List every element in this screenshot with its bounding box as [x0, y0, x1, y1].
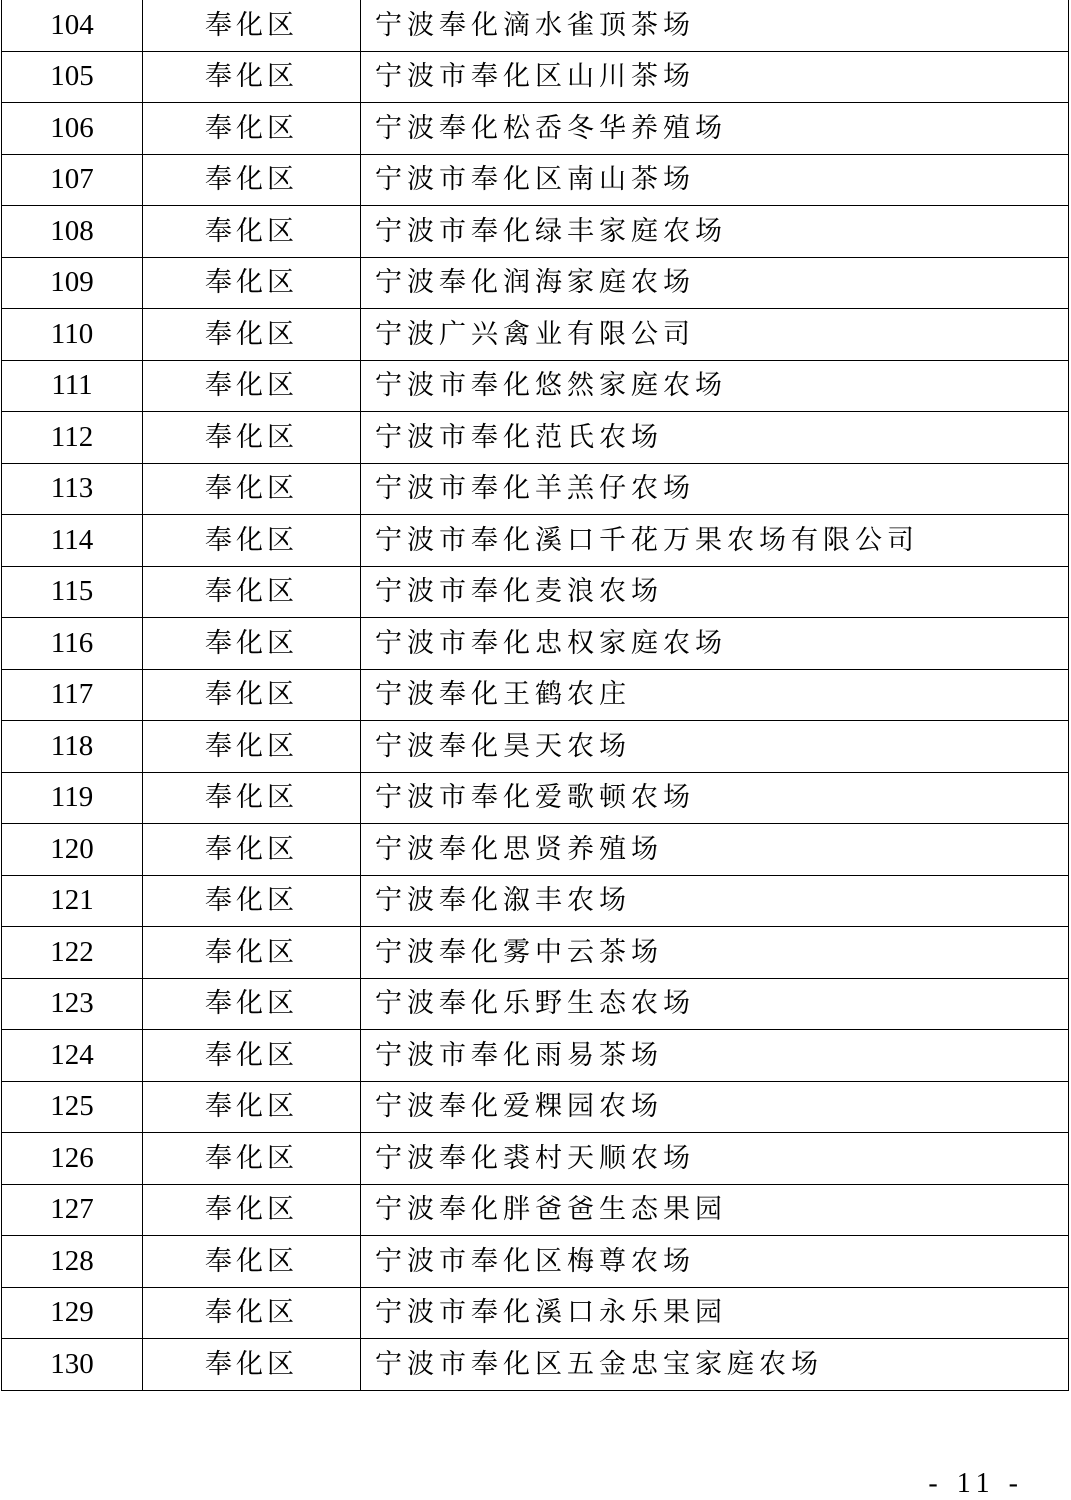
row-number-cell: 111 [2, 360, 143, 412]
district-cell: 奉化区 [143, 1339, 361, 1391]
entity-name-cell: 宁波市奉化溪口千花万果农场有限公司 [361, 515, 1069, 567]
row-number-cell: 110 [2, 309, 143, 361]
table-row [2, 0, 1069, 51]
district-cell: 奉化区 [143, 515, 361, 567]
district-cell: 奉化区 [143, 875, 361, 927]
row-number-cell: 127 [2, 1184, 143, 1236]
entity-name-cell: 宁波奉化思贤养殖场 [361, 824, 1069, 876]
district-cell: 奉化区 [143, 772, 361, 824]
row-number-cell: 107 [2, 154, 143, 206]
page-number: - 11 - [928, 1468, 1024, 1499]
entity-name-cell: 宁波市奉化范氏农场 [361, 412, 1069, 464]
district-cell: 奉化区 [143, 1184, 361, 1236]
entity-name-cell: 宁波市奉化区梅尊农场 [361, 1236, 1069, 1288]
district-cell: 奉化区 [143, 1081, 361, 1133]
farm-list-table [1, 0, 1069, 1391]
table-row [2, 206, 1069, 258]
table-row [2, 824, 1069, 876]
table-row [2, 412, 1069, 464]
district-cell: 奉化区 [143, 51, 361, 103]
table-row [2, 1030, 1069, 1082]
entity-name-cell: 宁波市奉化悠然家庭农场 [361, 360, 1069, 412]
table-row [2, 721, 1069, 773]
table-row [2, 875, 1069, 927]
district-cell: 奉化区 [143, 360, 361, 412]
table-row [2, 1184, 1069, 1236]
district-cell: 奉化区 [143, 927, 361, 979]
table-row [2, 1339, 1069, 1391]
row-number-cell: 116 [2, 618, 143, 670]
district-cell: 奉化区 [143, 103, 361, 155]
row-number-cell: 108 [2, 206, 143, 258]
row-number-cell: 123 [2, 978, 143, 1030]
table-row [2, 257, 1069, 309]
table-row [2, 772, 1069, 824]
table-row [2, 360, 1069, 412]
district-cell: 奉化区 [143, 618, 361, 670]
district-cell: 奉化区 [143, 1236, 361, 1288]
district-cell: 奉化区 [143, 721, 361, 773]
entity-name-cell: 宁波奉化乐野生态农场 [361, 978, 1069, 1030]
entity-name-cell: 宁波广兴禽业有限公司 [361, 309, 1069, 361]
district-cell: 奉化区 [143, 824, 361, 876]
entity-name-cell: 宁波奉化溆丰农场 [361, 875, 1069, 927]
row-number-cell: 129 [2, 1287, 143, 1339]
row-number-cell: 118 [2, 721, 143, 773]
district-cell: 奉化区 [143, 154, 361, 206]
row-number-cell: 115 [2, 566, 143, 618]
entity-name-cell: 宁波市奉化忠权家庭农场 [361, 618, 1069, 670]
entity-name-cell: 宁波奉化王鹤农庄 [361, 669, 1069, 721]
farm-list-table-body [2, 0, 1069, 1390]
row-number-cell: 130 [2, 1339, 143, 1391]
row-number-cell: 126 [2, 1133, 143, 1185]
district-cell: 奉化区 [143, 463, 361, 515]
row-number-cell: 124 [2, 1030, 143, 1082]
table-row [2, 566, 1069, 618]
row-number-cell: 112 [2, 412, 143, 464]
district-cell: 奉化区 [143, 0, 361, 51]
row-number-cell: 121 [2, 875, 143, 927]
table-row [2, 51, 1069, 103]
row-number-cell: 120 [2, 824, 143, 876]
entity-name-cell: 宁波奉化爱粿园农场 [361, 1081, 1069, 1133]
entity-name-cell: 宁波奉化裘村天顺农场 [361, 1133, 1069, 1185]
table-row [2, 103, 1069, 155]
entity-name-cell: 宁波市奉化区五金忠宝家庭农场 [361, 1339, 1069, 1391]
district-cell: 奉化区 [143, 1133, 361, 1185]
table-row [2, 1287, 1069, 1339]
district-cell: 奉化区 [143, 412, 361, 464]
district-cell: 奉化区 [143, 309, 361, 361]
entity-name-cell: 宁波市奉化溪口永乐果园 [361, 1287, 1069, 1339]
district-cell: 奉化区 [143, 566, 361, 618]
table-row [2, 978, 1069, 1030]
row-number-cell: 119 [2, 772, 143, 824]
entity-name-cell: 宁波奉化昊天农场 [361, 721, 1069, 773]
row-number-cell: 125 [2, 1081, 143, 1133]
district-cell: 奉化区 [143, 1030, 361, 1082]
table-row [2, 154, 1069, 206]
row-number-cell: 114 [2, 515, 143, 567]
entity-name-cell: 宁波奉化胖爸爸生态果园 [361, 1184, 1069, 1236]
row-number-cell: 104 [2, 0, 143, 51]
entity-name-cell: 宁波奉化滴水雀顶茶场 [361, 0, 1069, 51]
row-number-cell: 105 [2, 51, 143, 103]
row-number-cell: 113 [2, 463, 143, 515]
district-cell: 奉化区 [143, 669, 361, 721]
row-number-cell: 128 [2, 1236, 143, 1288]
table-row [2, 669, 1069, 721]
entity-name-cell: 宁波市奉化区南山茶场 [361, 154, 1069, 206]
table-row [2, 463, 1069, 515]
table-row [2, 927, 1069, 979]
district-cell: 奉化区 [143, 257, 361, 309]
row-number-cell: 109 [2, 257, 143, 309]
entity-name-cell: 宁波市奉化雨易茶场 [361, 1030, 1069, 1082]
district-cell: 奉化区 [143, 206, 361, 258]
entity-name-cell: 宁波奉化松岙冬华养殖场 [361, 103, 1069, 155]
entity-name-cell: 宁波奉化润海家庭农场 [361, 257, 1069, 309]
entity-name-cell: 宁波市奉化爱歌顿农场 [361, 772, 1069, 824]
table-row [2, 1081, 1069, 1133]
table-row [2, 515, 1069, 567]
entity-name-cell: 宁波奉化雾中云茶场 [361, 927, 1069, 979]
entity-name-cell: 宁波市奉化区山川茶场 [361, 51, 1069, 103]
row-number-cell: 117 [2, 669, 143, 721]
row-number-cell: 106 [2, 103, 143, 155]
row-number-cell: 122 [2, 927, 143, 979]
table-row [2, 309, 1069, 361]
entity-name-cell: 宁波市奉化绿丰家庭农场 [361, 206, 1069, 258]
table-row [2, 1133, 1069, 1185]
district-cell: 奉化区 [143, 1287, 361, 1339]
district-cell: 奉化区 [143, 978, 361, 1030]
table-row [2, 618, 1069, 670]
entity-name-cell: 宁波市奉化麦浪农场 [361, 566, 1069, 618]
entity-name-cell: 宁波市奉化羊羔仔农场 [361, 463, 1069, 515]
table-row [2, 1236, 1069, 1288]
